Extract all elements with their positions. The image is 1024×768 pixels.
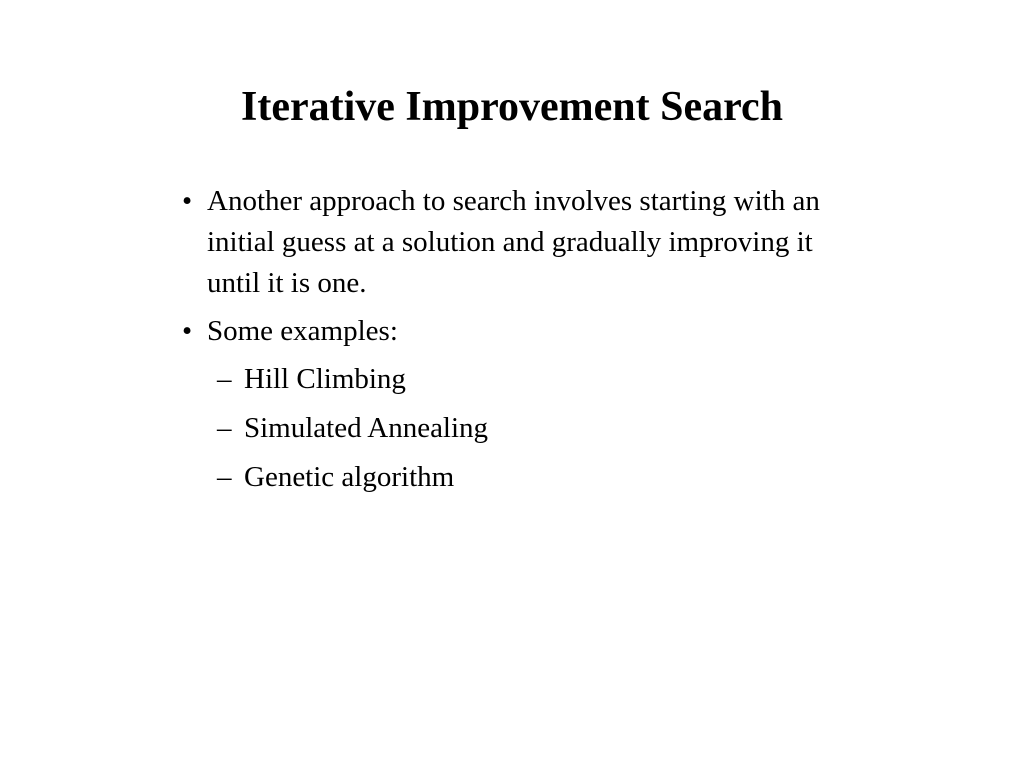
dash-icon: –	[217, 461, 232, 493]
sub-list-item	[182, 359, 862, 400]
sub-list	[182, 359, 862, 498]
dash-icon: –	[217, 363, 232, 395]
bullet-icon: •	[182, 185, 193, 217]
sub-item-text: Genetic algorithm	[244, 461, 455, 493]
sub-item-text: Hill Climbing	[244, 363, 406, 395]
slide-content	[182, 181, 862, 506]
sub-list-item	[182, 408, 862, 449]
bullet-icon: •	[182, 315, 193, 347]
dash-icon: –	[217, 412, 232, 444]
sub-item-text: Simulated Annealing	[244, 412, 489, 444]
bullet-text: Another approach to search involves starting with an initial guess at a solution and gradually improving it until it is one.	[207, 185, 820, 299]
slide-title: Iterative Improvement Search	[241, 84, 783, 130]
bullet-text: Some examples:	[207, 315, 398, 347]
bullet-item	[182, 311, 862, 352]
bullet-item	[182, 181, 862, 304]
sub-list-item	[182, 457, 862, 498]
